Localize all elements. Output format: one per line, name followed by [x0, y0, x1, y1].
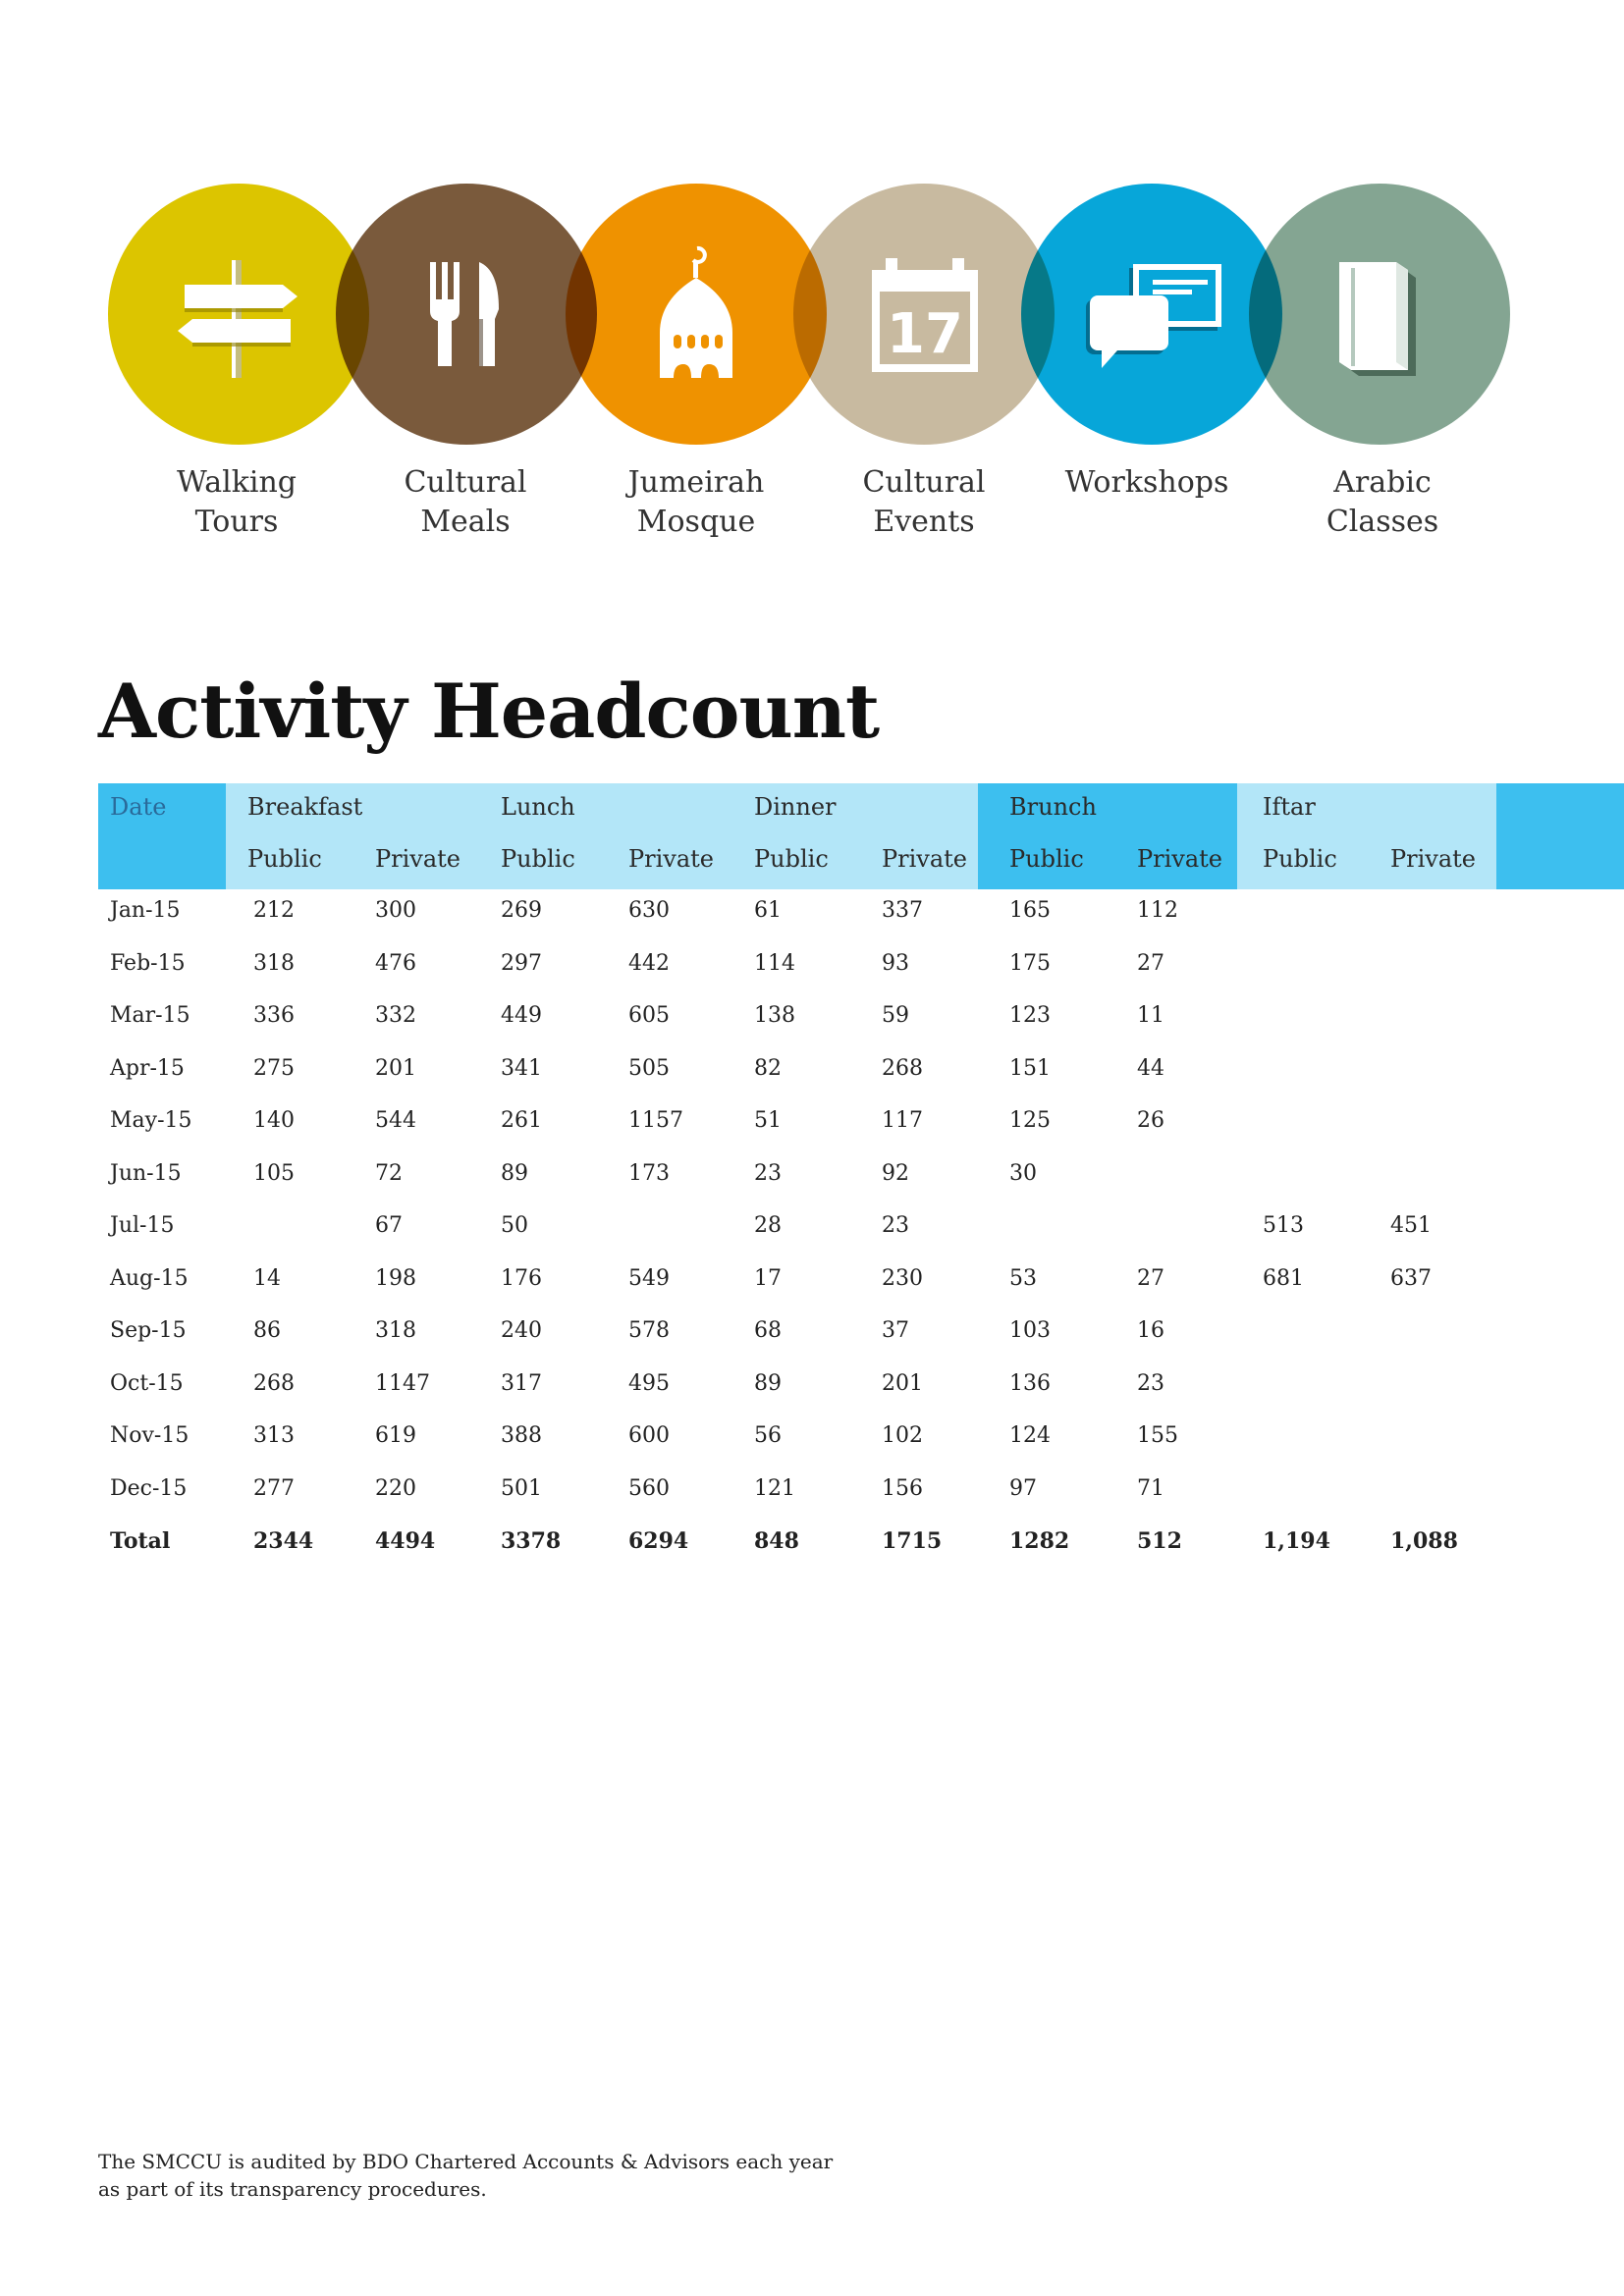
table-cell: 1157: [628, 1108, 683, 1133]
table-cell: 230: [882, 1265, 923, 1291]
total-cell: 2344: [253, 1528, 314, 1554]
activity-label-workshops: Workshops: [1064, 465, 1229, 500]
table-cell: 138: [754, 1003, 795, 1028]
table-cell: 97: [1009, 1475, 1037, 1501]
table-cell: 451: [1390, 1213, 1432, 1238]
table-cell: 123: [1009, 1003, 1051, 1028]
total-cell: 1,088: [1390, 1528, 1458, 1554]
table-cell: 89: [501, 1160, 528, 1186]
table-cell: 681: [1263, 1265, 1304, 1291]
table-cell: 313: [253, 1423, 295, 1448]
table-cell: 11: [1137, 1003, 1164, 1028]
sub-header-public: Public: [247, 845, 322, 873]
sub-header-private: Private: [1137, 845, 1223, 873]
activity-label-cultural-meals: Cultural Meals: [404, 465, 527, 539]
total-cell: 848: [754, 1528, 799, 1554]
table-cell: 112: [1137, 898, 1178, 923]
table-cell: 337: [882, 898, 923, 923]
table-cell: 14: [253, 1265, 281, 1291]
table-cell: 336: [253, 1003, 295, 1028]
table-cell: 124: [1009, 1423, 1051, 1448]
presentation-icon: [1078, 240, 1225, 388]
page-title: Activity Headcount: [98, 667, 880, 755]
table-cell: 495: [628, 1370, 670, 1396]
footnote: [98, 2148, 884, 2203]
table-cell: 341: [501, 1055, 542, 1081]
table-cell: 318: [375, 1318, 416, 1343]
mosque-icon: [623, 240, 770, 388]
table-cell: 72: [375, 1160, 403, 1186]
table-cell: 26: [1137, 1108, 1164, 1133]
table-cell: 121: [754, 1475, 795, 1501]
book-icon: [1306, 240, 1453, 388]
table-cell: 175: [1009, 950, 1051, 976]
header-tail-cell: [1496, 783, 1624, 889]
table-cell: 560: [628, 1475, 670, 1501]
table-cell: 28: [754, 1213, 782, 1238]
total-label: Total: [110, 1528, 171, 1554]
table-cell: 275: [253, 1055, 295, 1081]
row-date: Jan-15: [110, 898, 181, 923]
row-date: Mar-15: [110, 1003, 190, 1028]
table-cell: 156: [882, 1475, 923, 1501]
table-cell: 17: [754, 1265, 782, 1291]
table-cell: 103: [1009, 1318, 1051, 1343]
table-cell: 92: [882, 1160, 909, 1186]
table-cell: 1147: [375, 1370, 430, 1396]
table-cell: 86: [253, 1318, 281, 1343]
activity-label-jumeirah-mosque: Jumeirah Mosque: [627, 465, 765, 539]
table-cell: 93: [882, 950, 909, 976]
table-cell: 442: [628, 950, 670, 976]
table-cell: 27: [1137, 950, 1164, 976]
activity-label-cultural-events: Cultural Events: [862, 465, 986, 539]
table-cell: 544: [375, 1108, 416, 1133]
table-cell: 220: [375, 1475, 416, 1501]
table-cell: 136: [1009, 1370, 1051, 1396]
table-cell: 176: [501, 1265, 542, 1291]
table-cell: 61: [754, 898, 782, 923]
table-cell: 476: [375, 950, 416, 976]
table-cell: 605: [628, 1003, 670, 1028]
arabic-classes-circle: [1249, 184, 1510, 445]
table-cell: 16: [1137, 1318, 1164, 1343]
table-cell: 50: [501, 1213, 528, 1238]
sub-header-public: Public: [501, 845, 575, 873]
row-date: May-15: [110, 1108, 192, 1133]
signpost-icon: [165, 240, 312, 388]
table-cell: 201: [882, 1370, 923, 1396]
table-cell: 318: [253, 950, 295, 976]
row-date: Aug-15: [110, 1265, 189, 1291]
table-cell: 114: [754, 950, 795, 976]
sub-header-private: Private: [375, 845, 461, 873]
row-date: Nov-15: [110, 1423, 189, 1448]
walking-tours-circle: [108, 184, 369, 445]
sub-header-public: Public: [1263, 845, 1337, 873]
table-header: [98, 783, 1624, 889]
sub-header-private: Private: [628, 845, 715, 873]
date-header: Date: [110, 793, 167, 821]
table-cell: 44: [1137, 1055, 1164, 1081]
table-cell: 261: [501, 1108, 542, 1133]
table-cell: 23: [754, 1160, 782, 1186]
sub-header-public: Public: [1009, 845, 1084, 873]
table-cell: 297: [501, 950, 542, 976]
total-cell: 1282: [1009, 1528, 1070, 1554]
table-cell: 140: [253, 1108, 295, 1133]
cultural-events-circle: [793, 184, 1055, 445]
row-date: Jul-15: [110, 1213, 175, 1238]
total-cell: 3378: [501, 1528, 562, 1554]
table-cell: 619: [375, 1423, 416, 1448]
table-cell: 56: [754, 1423, 782, 1448]
fork-knife-icon: [393, 240, 540, 388]
table-cell: 317: [501, 1370, 542, 1396]
activity-icons-strip: [0, 0, 1624, 589]
table-cell: 630: [628, 898, 670, 923]
sub-header-private: Private: [1390, 845, 1477, 873]
table-cell: 269: [501, 898, 542, 923]
table-cell: 300: [375, 898, 416, 923]
table-cell: 23: [1137, 1370, 1164, 1396]
group-header-breakfast: Breakfast: [247, 793, 363, 821]
group-header-brunch: Brunch: [1009, 793, 1097, 821]
table-cell: 67: [375, 1213, 403, 1238]
table-cell: 332: [375, 1003, 416, 1028]
table-cell: 27: [1137, 1265, 1164, 1291]
table-cell: 388: [501, 1423, 542, 1448]
table-cell: 68: [754, 1318, 782, 1343]
row-date: Dec-15: [110, 1475, 188, 1501]
table-cell: 501: [501, 1475, 542, 1501]
total-cell: 1,194: [1263, 1528, 1330, 1554]
table-cell: 201: [375, 1055, 416, 1081]
table-cell: 268: [882, 1055, 923, 1081]
sub-header-public: Public: [754, 845, 829, 873]
table-cell: 549: [628, 1265, 670, 1291]
table-cell: 89: [754, 1370, 782, 1396]
table-cell: 53: [1009, 1265, 1037, 1291]
table-cell: 71: [1137, 1475, 1164, 1501]
total-cell: 1715: [882, 1528, 943, 1554]
jumeirah-mosque-circle: [566, 184, 827, 445]
activity-label-walking-tours: Walking Tours: [176, 465, 297, 539]
table-cell: 151: [1009, 1055, 1051, 1081]
table-cell: 198: [375, 1265, 416, 1291]
table-cell: 505: [628, 1055, 670, 1081]
calendar-day: 17: [887, 302, 963, 366]
table-cell: 165: [1009, 898, 1051, 923]
row-date: Jun-15: [110, 1160, 182, 1186]
table-cell: 173: [628, 1160, 670, 1186]
table-cell: 637: [1390, 1265, 1432, 1291]
table-cell: 600: [628, 1423, 670, 1448]
activity-label-arabic-classes: Arabic Classes: [1326, 465, 1439, 539]
row-date: Feb-15: [110, 950, 186, 976]
table-cell: 59: [882, 1003, 909, 1028]
table-cell: 125: [1009, 1108, 1051, 1133]
cultural-meals-circle: [336, 184, 597, 445]
table-cell: 268: [253, 1370, 295, 1396]
group-header-iftar: Iftar: [1263, 793, 1316, 821]
calendar-icon: [850, 240, 998, 388]
table-cell: 51: [754, 1108, 782, 1133]
table-cell: 513: [1263, 1213, 1304, 1238]
table-cell: 155: [1137, 1423, 1178, 1448]
table-cell: 23: [882, 1213, 909, 1238]
sub-header-private: Private: [882, 845, 968, 873]
table-cell: 37: [882, 1318, 909, 1343]
group-header-lunch: Lunch: [501, 793, 575, 821]
total-cell: 4494: [375, 1528, 436, 1554]
row-date: Sep-15: [110, 1318, 187, 1343]
table-cell: 277: [253, 1475, 295, 1501]
row-date: Apr-15: [110, 1055, 185, 1081]
table-cell: 30: [1009, 1160, 1037, 1186]
workshops-circle: [1021, 184, 1282, 445]
table-cell: 449: [501, 1003, 542, 1028]
table-cell: 117: [882, 1108, 923, 1133]
row-date: Oct-15: [110, 1370, 184, 1396]
footnote-text: The SMCCU is audited by BDO Chartered Accounts & Advisors each year as part of its transparency procedures.: [98, 2150, 834, 2201]
table-cell: 578: [628, 1318, 670, 1343]
table-cell: 82: [754, 1055, 782, 1081]
total-cell: 6294: [628, 1528, 689, 1554]
table-cell: 212: [253, 898, 295, 923]
group-header-dinner: Dinner: [754, 793, 837, 821]
total-cell: 512: [1137, 1528, 1182, 1554]
table-cell: 102: [882, 1423, 923, 1448]
table-cell: 240: [501, 1318, 542, 1343]
table-cell: 105: [253, 1160, 295, 1186]
